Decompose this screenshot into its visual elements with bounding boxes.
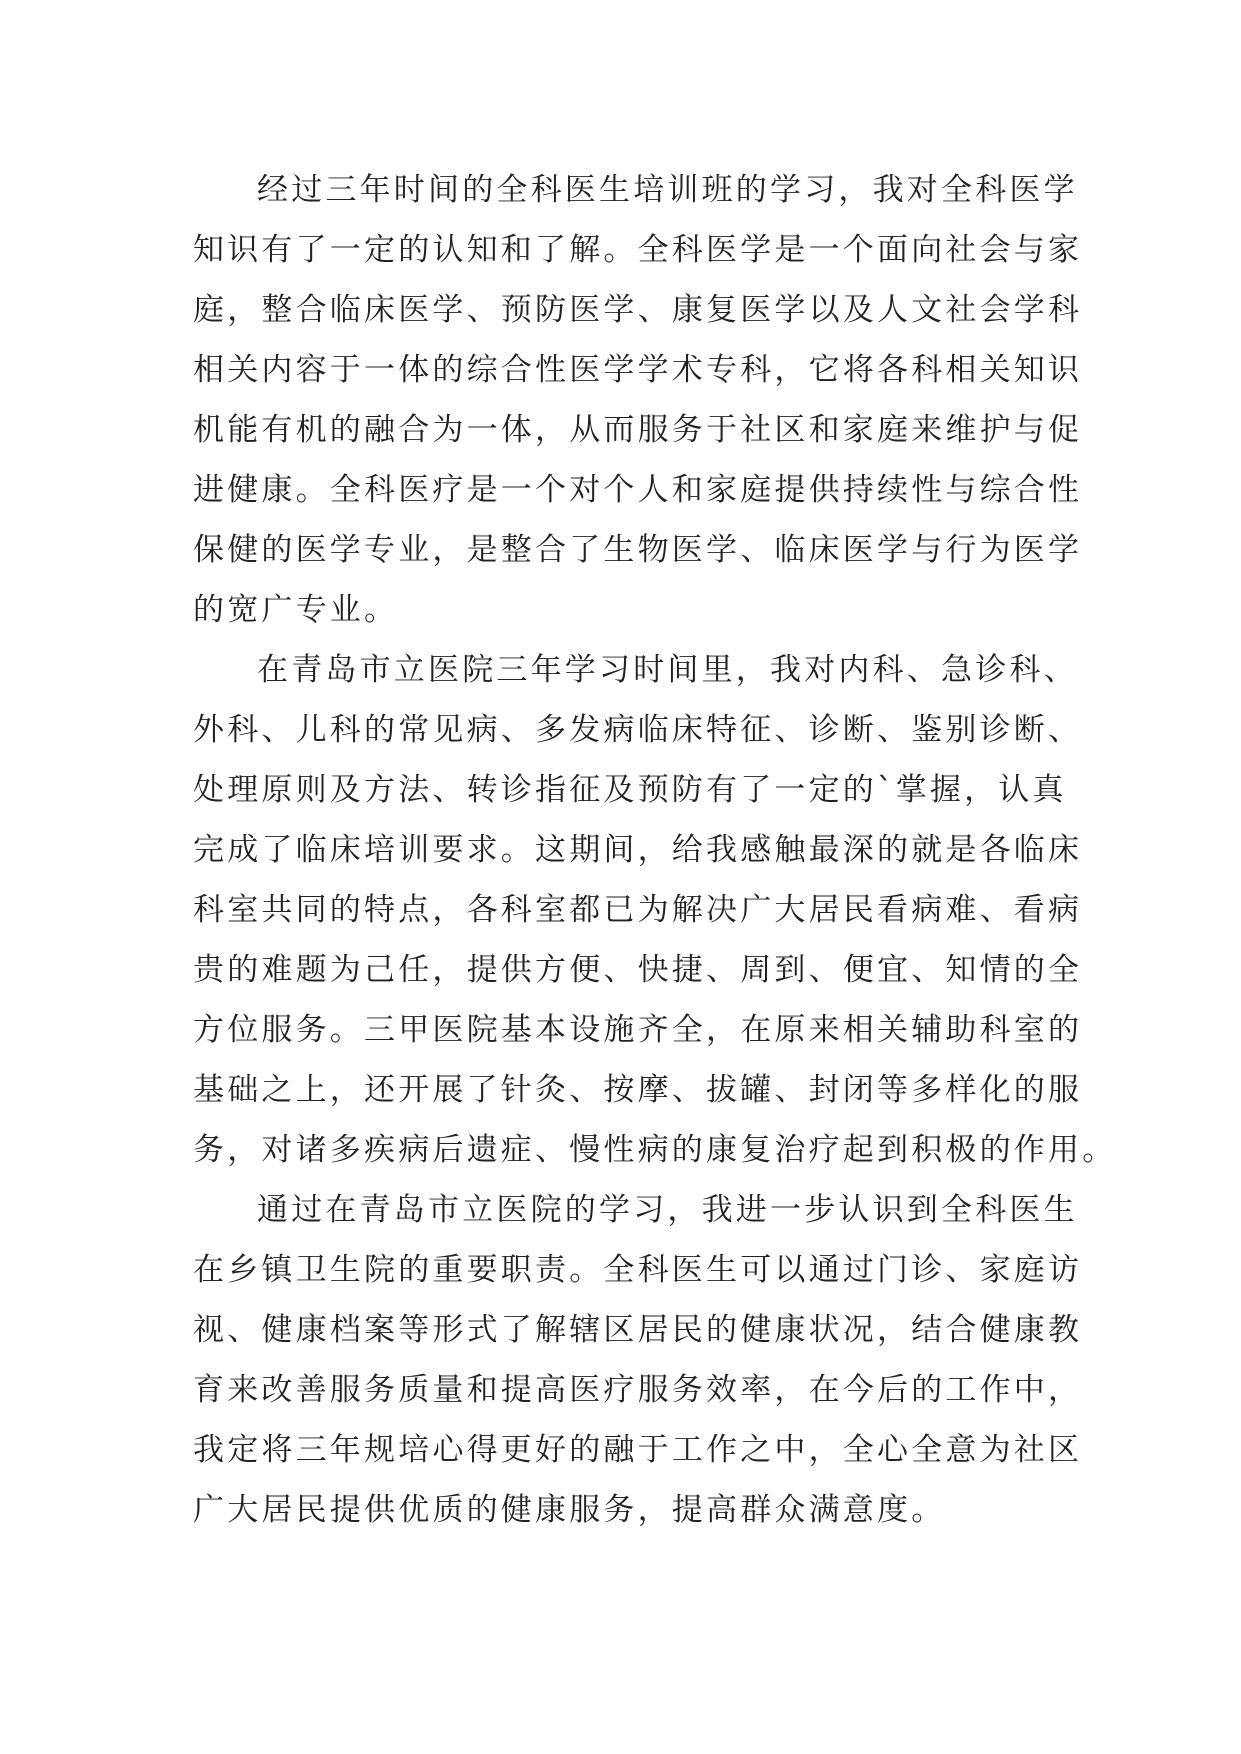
text-line: 通过在青岛市立医院的学习，我进一步认识到全科医生 <box>257 1192 1078 1228</box>
text-line: 在乡镇卫生院的重要职责。全科医生可以通过门诊、家庭访 <box>193 1252 1083 1288</box>
text-line: 的宽广专业。 <box>193 592 399 628</box>
text-line: 相关内容于一体的综合性医学学术专科，它将各科相关知识 <box>193 352 1083 388</box>
text-line: 经过三年时间的全科医生培训班的学习，我对全科医学 <box>257 172 1078 208</box>
text-line: 贵的难题为己任，提供方便、快捷、周到、便宜、知情的全 <box>193 952 1083 988</box>
text-line: 方位服务。三甲医院基本设施齐全，在原来相关辅助科室的 <box>193 1012 1083 1048</box>
text-line: 我定将三年规培心得更好的融于工作之中，全心全意为社区 <box>193 1432 1083 1468</box>
text-line: 进健康。全科医疗是一个对个人和家庭提供持续性与综合性 <box>193 472 1083 508</box>
text-line: 广大居民提供优质的健康服务，提高群众满意度。 <box>193 1492 946 1528</box>
text-line: 处理原则及方法、转诊指征及预防有了一定的`掌握，认真 <box>193 772 1067 808</box>
text-line: 外科、儿科的常见病、多发病临床特征、诊断、鉴别诊断、 <box>193 712 1083 748</box>
text-line: 保健的医学专业，是整合了生物医学、临床医学与行为医学 <box>193 532 1083 568</box>
text-line: 基础之上，还开展了针灸、按摩、拔罐、封闭等多样化的服 <box>193 1072 1083 1108</box>
text-line: 务，对诸多疾病后遗症、慢性病的康复治疗起到积极的作用。 <box>193 1132 1117 1168</box>
text-line: 庭，整合临床医学、预防医学、康复医学以及人文社会学科 <box>193 292 1083 328</box>
text-line: 视、健康档案等形式了解辖区居民的健康状况，结合健康教 <box>193 1312 1083 1348</box>
text-line: 在青岛市立医院三年学习时间里，我对内科、急诊科、 <box>257 652 1078 688</box>
text-line: 科室共同的特点，各科室都已为解决广大居民看病难、看病 <box>193 892 1083 928</box>
text-line: 育来改善服务质量和提高医疗服务效率，在今后的工作中， <box>193 1372 1083 1408</box>
text-line: 知识有了一定的认知和了解。全科医学是一个面向社会与家 <box>193 232 1083 268</box>
text-line: 机能有机的融合为一体，从而服务于社区和家庭来维护与促 <box>193 412 1083 448</box>
text-line: 完成了临床培训要求。这期间，给我感触最深的就是各临床 <box>193 832 1083 868</box>
document-body <box>193 160 1117 1540</box>
